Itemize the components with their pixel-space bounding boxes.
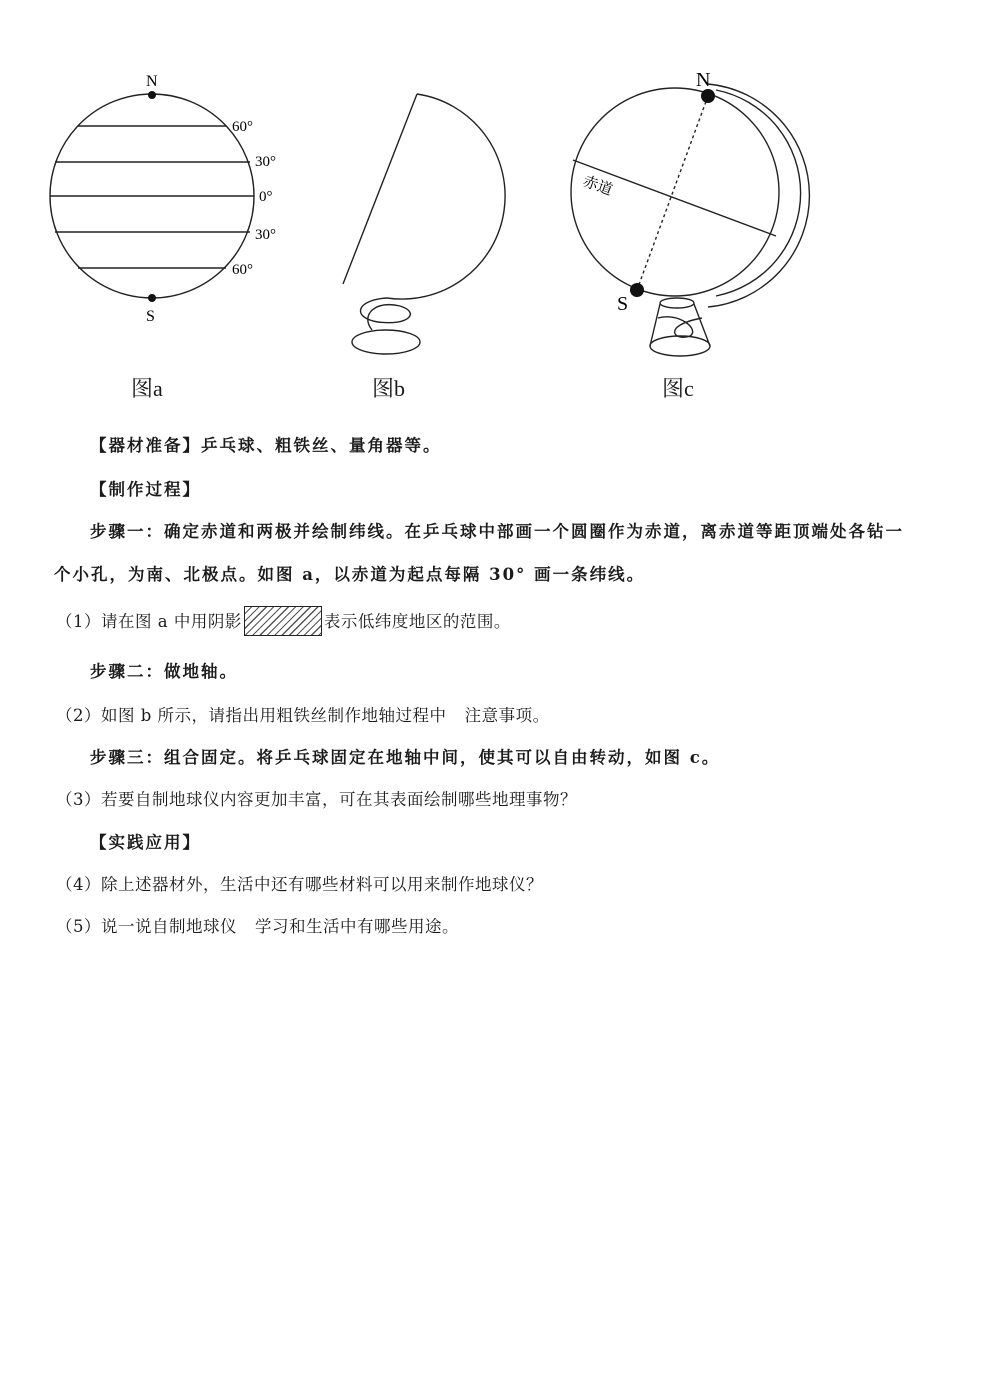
north-label-a: N [146,73,158,90]
question-5-after: 学习和生活中有哪些用途。 [255,917,459,936]
question-4: （4）除上述器材外，生活中还有哪些材料可以用来制作地球仪？ [56,875,543,894]
question-2-before: （2）如图 b 所示，请指出用粗铁丝制作地轴过程中 [56,706,447,725]
step2-line: 步骤二：做地轴。 [90,662,238,681]
north-pole-dot-a [148,91,156,99]
figure-b [343,94,505,354]
north-pole-dot-c [701,89,715,103]
stand-base-c [650,336,710,356]
materials-line: 【器材准备】乒乓球、粗铁丝、量角器等。 [90,436,442,455]
figure-b-caption: 图b [372,376,406,401]
step1-line2: 个小孔，为南、北极点。如图 a，以赤道为起点每隔 30° 画一条纬线。 [54,565,646,584]
lat-label-30n: 30° [255,154,276,170]
question-5-before: （5）说一说自制地球仪 [56,917,237,936]
stand-wire-c [658,317,702,338]
south-pole-dot-a [148,294,156,302]
lat-label-60n: 60° [232,119,253,135]
north-label-c: N [696,69,711,91]
question-2 [56,702,550,726]
figure-c-caption: 图c [662,376,694,401]
wire-base-b [352,330,420,354]
question-1-after: 表示低纬度地区的范围。 [323,612,511,631]
south-label-c: S [617,293,629,315]
question-1-before: （1）请在图 a 中用阴影 [56,612,242,631]
south-label-a: S [146,308,155,325]
meridian-ring-outer [708,84,809,307]
equator-label-c: 赤道 [580,171,615,200]
wire-coil-b [361,298,411,330]
figure-a [50,94,254,298]
wire-axis-b [343,94,417,284]
question-3: （3）若要自制地球仪内容更加丰富，可在其表面绘制哪些地理事物？ [56,790,577,809]
question-2-after: 注意事项。 [464,706,550,725]
meridian-ring-inner [716,90,801,296]
stand-top-c [660,298,694,308]
lat-label-60s: 60° [232,262,253,278]
axis-line-c [637,96,708,290]
question-1 [56,608,511,636]
practice-heading: 【实践应用】 [90,833,201,852]
south-pole-dot-c [630,283,644,297]
hatched-shading-sample [244,606,322,636]
equator-line-c [573,160,776,236]
step3-line: 步骤三：组合固定。将乒乓球固定在地轴中间，使其可以自由转动，如图 c。 [90,748,721,767]
process-heading: 【制作过程】 [90,480,201,499]
question-5 [56,913,459,937]
figure-a-caption: 图a [131,376,163,401]
figure-c [571,84,809,356]
step1-line1: 步骤一：确定赤道和两极并绘制纬线。在乒乓球中部画一个圆圈作为赤道，离赤道等距顶端处各钻一 [90,522,904,541]
figures-svg [0,0,984,420]
lat-label-0: 0° [259,189,273,205]
lat-label-30s: 30° [255,227,276,243]
